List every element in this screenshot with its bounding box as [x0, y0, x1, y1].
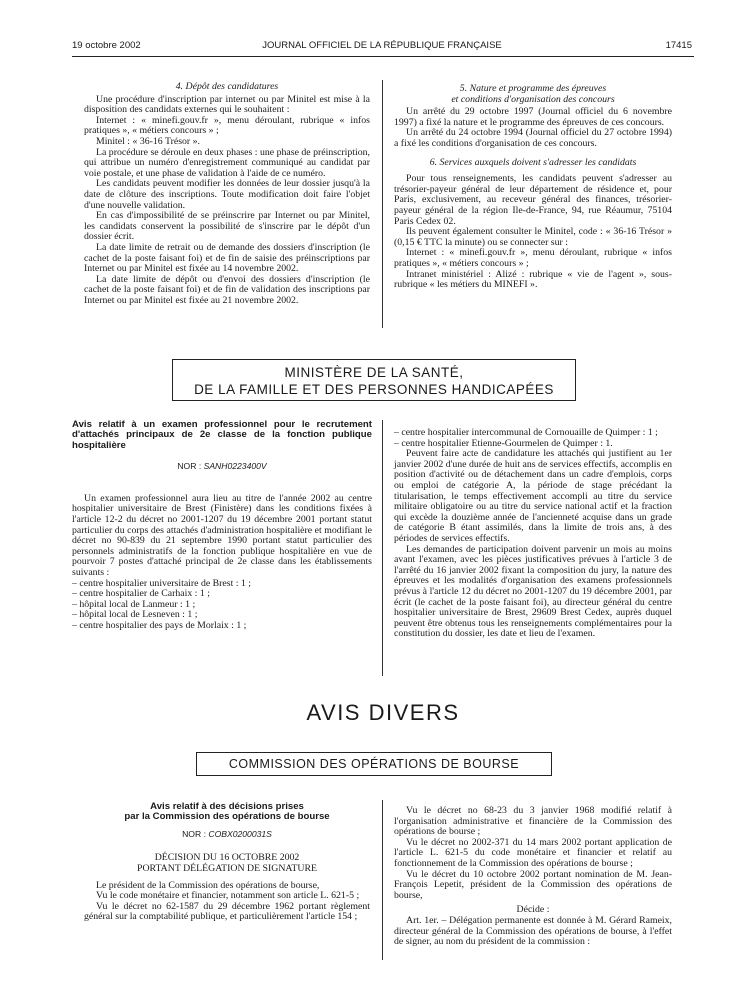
- health-article-paragraph: Peuvent faire acte de candidature les attachés qui justifient au 1er janvier 2002 d'une durée de huit ans de services effectifs, accomplis en position d'activité ou de détachement dans un cadre d'emplois, corps ou emploi de catégorie A, la période de stage précédant la titularisation, le temps effectivement accompli au titre du service militaire obligatoire ou au titre du service national actif et la fraction qui excède la douzième année de l'ancienneté acquise dans un grade de catégorie B étant assimilés, dans la limite de trois ans, à des périodes de services effectifs.: [394, 448, 672, 544]
- section-4-paragraph: Internet : « minefi.gouv.fr », menu déroulant, rubrique « infos pratiques », « métiers concours » ;: [84, 114, 370, 137]
- section-5-subtitle: et conditions d'organisation des concours: [451, 93, 615, 105]
- cob-article-left: [84, 802, 370, 923]
- section-6-paragraph: Ils peuvent également consulter le Minitel, code : « 36-16 Trésor » (0,15 € TTC la minute) ou se connecter sur :: [394, 226, 672, 248]
- header-rule: [72, 56, 694, 57]
- health-article-nor: [72, 461, 372, 472]
- nor-code: COBX0200031S: [208, 828, 272, 839]
- cob-paragraph: Vu le décret no 2002-371 du 14 mars 2002 portant application de l'article L. 621-5 du code monétaire et financier et relatif au fonctionnement de la Commission des opérations de bourse ;: [394, 836, 672, 869]
- cob-article-title-line2: par la Commission des opérations de bourse: [124, 811, 330, 823]
- establishment-list-item: – centre hospitalier intercommunal de Cornouaille de Quimper : 1 ;: [394, 427, 658, 438]
- health-article-intro: Un examen professionnel aura lieu au titre de l'année 2002 au centre hospitalier universitaire de Brest (Finistère) dans les conditions fixées à l'article 12-2 du décret no 2001-1207 du 19 décembre 2001 portant statut particulier du corps des attachés d'administration hospitalière et modifiant le décret no 90-839 du 21 septembre 1990 portant statut particulier des personnels administratifs de la fonction publique hospitalière en vue de pourvoir 7 postes d'attaché principal de 2e classe dans les établissements suivants :: [72, 492, 372, 578]
- health-article-paragraph: Les demandes de participation doivent parvenir un mois au moins avant l'examen, avec les pièces justificatives prévues à l'article 3 de l'arrêté du 16 janvier 2002 fixant la composition du jury, la nature des épreuves et les modalités d'organisation des examens professionnels prévus à l'article 12 du décret no 2001-1207 du 19 décembre 2001, par écrit (le cachet de la poste faisant foi), au directeur général du centre hospitalier universitaire de Brest, 29609 Brest Cedex, auprès duquel peuvent être obtenus tous les renseignements complémentaires pour la constitution du dossier, les date et lieu de l'examen.: [394, 543, 672, 640]
- cob-paragraph: Le président de la Commission des opérations de bourse,: [96, 879, 320, 891]
- decision-title-line1: DÉCISION DU 16 OCTOBRE 2002: [154, 852, 300, 864]
- cob-article-title-line1: Avis relatif à des décisions prises: [150, 801, 304, 812]
- section-4-paragraph: La date limite de retrait ou de demande des dossiers d'inscription (le cachet de la poste faisant foi) et de fin de saisie des préinscriptions par Internet ou par Minitel est fixée au 14 novembre 2002.: [84, 241, 370, 275]
- avis-divers-heading: AVIS DIVERS: [306, 700, 460, 725]
- page-header: [72, 40, 692, 54]
- column-divider: [382, 800, 383, 960]
- nor-code: SANH0223400V: [203, 461, 267, 472]
- health-article-right: [394, 428, 672, 640]
- ministry-heading-line2: DE LA FAMILLE ET DES PERSONNES HANDICAPÉES: [194, 382, 554, 397]
- ministry-heading-line1: MINISTÈRE DE LA SANTÉ,: [284, 365, 464, 380]
- section-5-paragraph: Un arrêté du 24 octobre 1994 (Journal officiel du 27 octobre 1994) a fixé les conditions d'organisation de ces concours.: [394, 127, 672, 149]
- section-6-paragraph: Intranet ministériel : Alizé : rubrique « vie de l'agent », sous-rubrique « les métiers du MINEFI ».: [394, 268, 672, 291]
- section-6-title: 6. Services auxquels doivent s'adresser les candidats: [429, 156, 637, 168]
- nor-label: NOR :: [182, 828, 209, 839]
- section-4-paragraph: La date limite de dépôt ou d'envoi des dossiers d'inscription (le cachet de la poste faisant foi) et de fin de validation des inscriptions par Internet ou par Minitel est fixée au 21 novembre 2002.: [84, 273, 370, 306]
- section-4-paragraph: Une procédure d'inscription par internet ou par Minitel est mise à la disposition des candidats externes qui le souhaitent :: [84, 93, 370, 116]
- section-4-paragraph: La procédure se déroule en deux phases : une phase de préinscription, qui attribue un numéro d'enregistrement communiqué au candidat par voie postale, et une phase de validation à l'aide de ce numéro.: [84, 146, 370, 179]
- health-article-left: [72, 420, 372, 632]
- section-4-paragraph: Les candidats peuvent modifier les données de leur dossier jusqu'à la date de clôture des inscriptions. Toute modification doit faire l'objet d'une nouvelle validation.: [84, 178, 370, 211]
- cob-article-right: [394, 806, 672, 948]
- section-5-paragraph: Un arrêté du 29 octobre 1997 (Journal officiel du 6 novembre 1997) a fixé la nature et le programme des épreuves de ces concours.: [394, 106, 672, 128]
- section-4-paragraph: En cas d'impossibilité de se préinscrire par Internet ou par Minitel, les candidats conservent la possibilité de s'inscrire par le dépôt d'un dossier écrit.: [84, 210, 370, 243]
- cob-paragraph: Vu le décret no 68-23 du 3 janvier 1968 modifié relatif à l'organisation administrative et financière de la Commission des opérations de bourse ;: [394, 805, 672, 838]
- establishment-list-item: – centre hospitalier de Carhaix : 1 ;: [72, 588, 210, 600]
- column-divider: [382, 420, 383, 676]
- commission-heading-box: COMMISSION DES OPÉRATIONS DE BOURSE: [196, 752, 552, 776]
- nor-label: NOR :: [177, 461, 204, 472]
- header-journal-title: JOURNAL OFFICIEL DE LA RÉPUBLIQUE FRANÇAISE: [262, 40, 502, 51]
- cob-decide: Décide :: [516, 904, 550, 916]
- section-6-paragraph: Internet : « minefi.gouv.fr », menu déroulant, rubrique « infos pratiques », « métiers concours » ;: [394, 247, 672, 269]
- section-4-paragraph: Minitel : « 36-16 Trésor ».: [96, 135, 200, 147]
- cob-paragraph: Vu le décret du 10 octobre 2002 portant nomination de M. Jean-François Lepetit, président de la Commission des opérations de bourse,: [394, 868, 672, 901]
- cob-article-nor: [84, 829, 370, 840]
- section-5-title: 5. Nature et programme des épreuves: [459, 83, 607, 94]
- establishment-list-item: – centre hospitalier des pays de Morlaix : 1 ;: [72, 619, 247, 631]
- sections-5-6: [394, 84, 672, 291]
- section-4-title: 4. Dépôt des candidatures: [175, 81, 279, 92]
- section-6-paragraph: Pour tous renseignements, les candidats peuvent s'adresser au trésorier-payeur général de leur département de résidence et, pour Paris, exclusivement, au receveur général des finances, trésorier-payeur général de la région Ile-de-France, 94, rue Réaumur, 75104 Paris Cedex 02.: [394, 173, 672, 227]
- establishment-list-item: – centre hospitalier Etienne-Gourmelen de Quimper : 1.: [394, 437, 613, 449]
- establishment-list-item: – centre hospitalier universitaire de Brest : 1 ;: [72, 577, 252, 589]
- cob-paragraph: Vu le décret no 62-1587 du 29 décembre 1962 portant règlement général sur la comptabilité publique, et particulièrement l'article 154 ;: [84, 900, 370, 923]
- section-4: [84, 82, 370, 306]
- decision-title-line2: PORTANT DÉLÉGATION DE SIGNATURE: [137, 863, 317, 874]
- cob-paragraph: Vu le code monétaire et financier, notamment son article L. 621-5 ;: [96, 890, 360, 902]
- cob-article-1: Art. 1er. – Délégation permanente est donnée à M. Gérard Rameix, directeur général de la Commission des opérations de bourse, à l'effet de signer, au nom du président de la commission :: [394, 914, 672, 948]
- establishment-list-item: – hôpital local de Lesneven : 1 ;: [72, 609, 198, 621]
- header-date: 19 octobre 2002: [72, 40, 141, 51]
- ministry-heading-box: [172, 359, 576, 401]
- column-divider: [382, 80, 383, 328]
- establishment-list-item: – hôpital local de Lanmeur : 1 ;: [72, 598, 196, 610]
- header-page-number: 17415: [665, 40, 692, 51]
- health-article-title: Avis relatif à un examen professionnel pour le recrutement d'attachés principaux de 2e classe de la fonction publique hospitalière: [72, 419, 372, 451]
